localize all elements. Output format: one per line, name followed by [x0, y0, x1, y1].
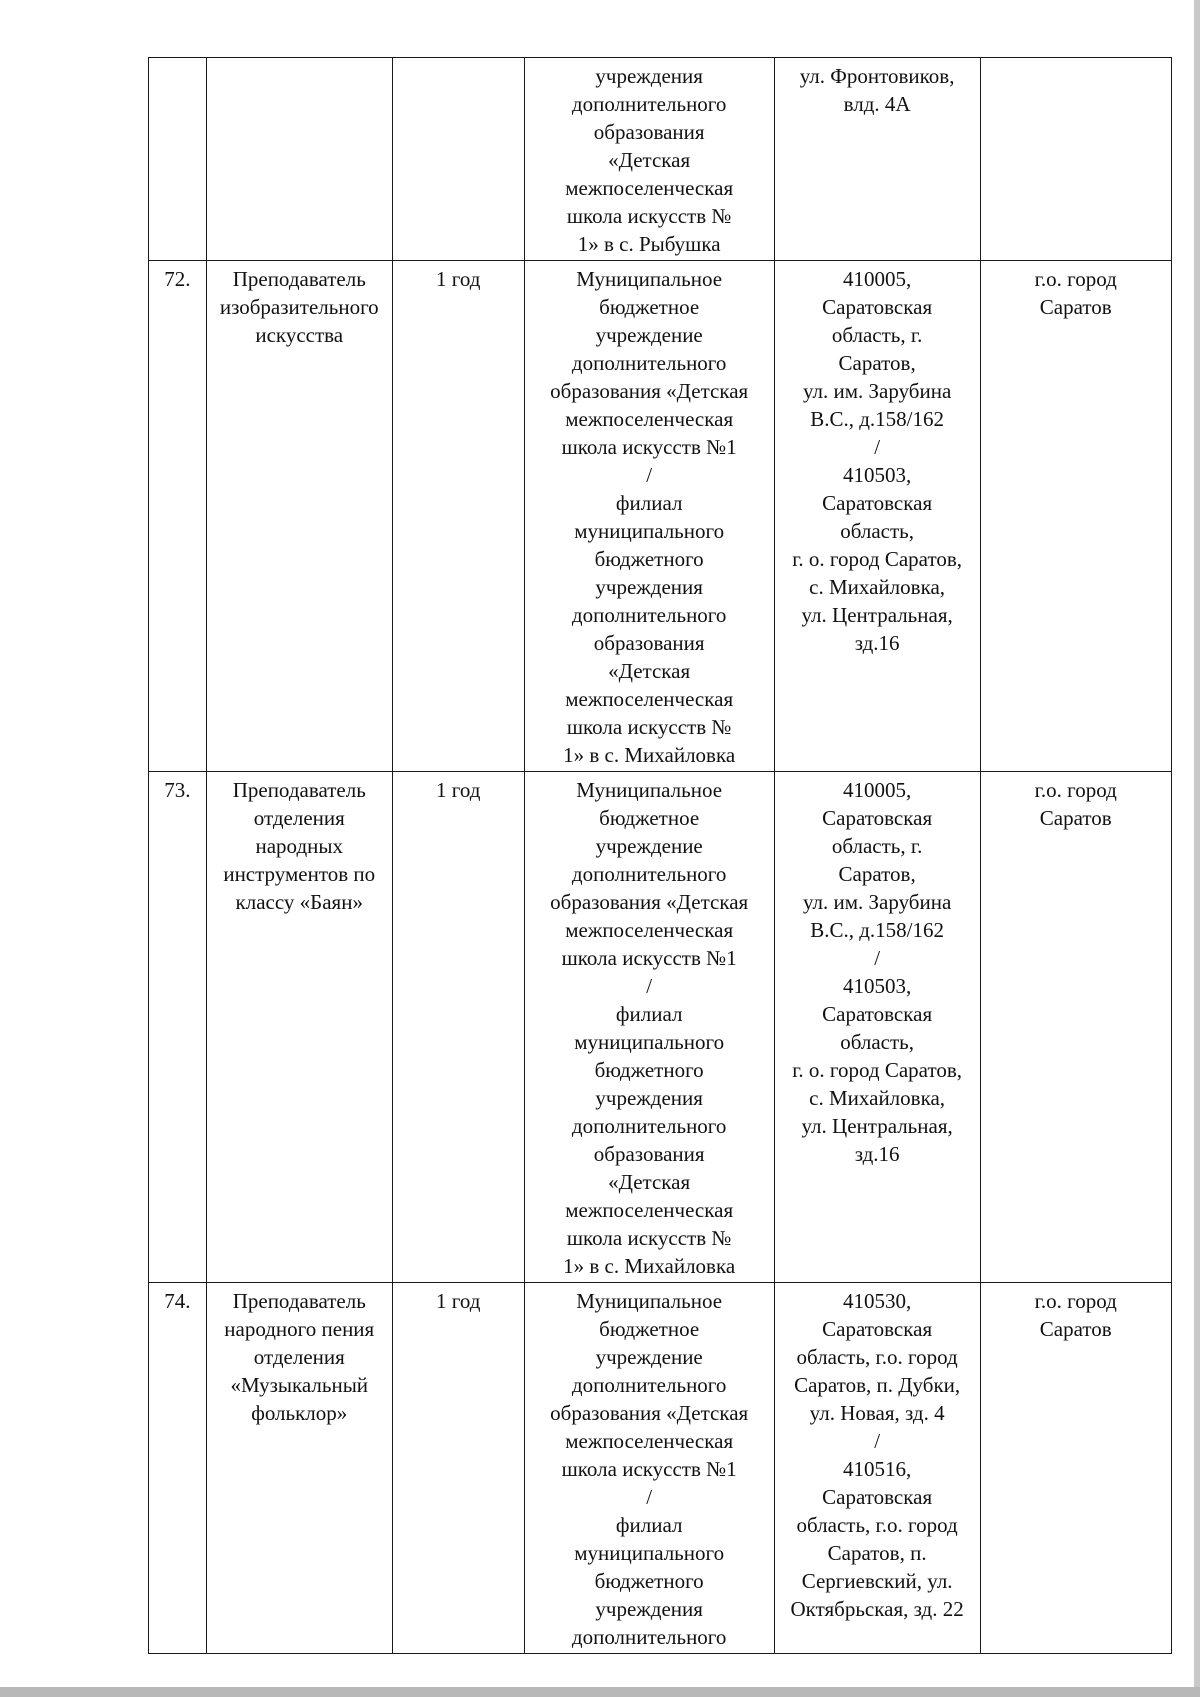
municipality-cell: г.о. город Саратов	[980, 261, 1171, 772]
municipality-cell: г.о. город Саратов	[980, 772, 1171, 1283]
row-number: 73.	[149, 772, 207, 1283]
row-number: 74.	[149, 1283, 207, 1654]
municipality-cell	[980, 58, 1171, 261]
row-number: 72.	[149, 261, 207, 772]
duration-cell: 1 год	[392, 261, 524, 772]
institution-cell: Муниципальное бюджетное учреждение дополнительного образования «Детская межпоселенческая школа искусств №1 / филиал муниципального бюджетного учреждения дополнительного образования «Детская межпоселенческая школа искусств № 1» в с. Михайловка	[524, 261, 774, 772]
table-row	[149, 261, 1172, 772]
address-cell: ул. Фронтовиков, влд. 4А	[774, 58, 980, 261]
position-cell: Преподаватель изобразительного искусства	[206, 261, 392, 772]
row-number	[149, 58, 207, 261]
scan-edge-right	[1194, 0, 1200, 1697]
position-cell: Преподаватель народного пения отделения «Музыкальный фольклор»	[206, 1283, 392, 1654]
table-row	[149, 772, 1172, 1283]
duration-cell	[392, 58, 524, 261]
institution-cell: Муниципальное бюджетное учреждение дополнительного образования «Детская межпоселенческая школа искусств №1 / филиал муниципального бюджетного учреждения дополнительного образования «Детская межпоселенческая школа искусств № 1» в с. Михайловка	[524, 772, 774, 1283]
duration-cell: 1 год	[392, 772, 524, 1283]
institution-cell: учреждения дополнительного образования «Детская межпоселенческая школа искусств № 1» в с. Рыбушка	[524, 58, 774, 261]
position-cell: Преподаватель отделения народных инструментов по классу «Баян»	[206, 772, 392, 1283]
position-cell	[206, 58, 392, 261]
table-row	[149, 1283, 1172, 1654]
scan-edge-bottom	[0, 1687, 1200, 1697]
duration-cell: 1 год	[392, 1283, 524, 1654]
address-cell: 410005, Саратовская область, г. Саратов, ул. им. Зарубина В.С., д.158/162 / 410503, Саратовская область, г. о. город Саратов, с. Михайловка, ул. Центральная, зд.16	[774, 261, 980, 772]
address-cell: 410005, Саратовская область, г. Саратов, ул. им. Зарубина В.С., д.158/162 / 410503, Саратовская область, г. о. город Саратов, с. Михайловка, ул. Центральная, зд.16	[774, 772, 980, 1283]
address-cell: 410530, Саратовская область, г.о. город Саратов, п. Дубки, ул. Новая, зд. 4 / 410516, Саратовская область, г.о. город Саратов, п. Сергиевский, ул. Октябрьская, зд. 22	[774, 1283, 980, 1654]
institution-cell: Муниципальное бюджетное учреждение дополнительного образования «Детская межпоселенческая школа искусств №1 / филиал муниципального бюджетного учреждения дополнительного	[524, 1283, 774, 1654]
vacancies-table	[148, 57, 1172, 1654]
municipality-cell: г.о. город Саратов	[980, 1283, 1171, 1654]
table-row	[149, 58, 1172, 261]
